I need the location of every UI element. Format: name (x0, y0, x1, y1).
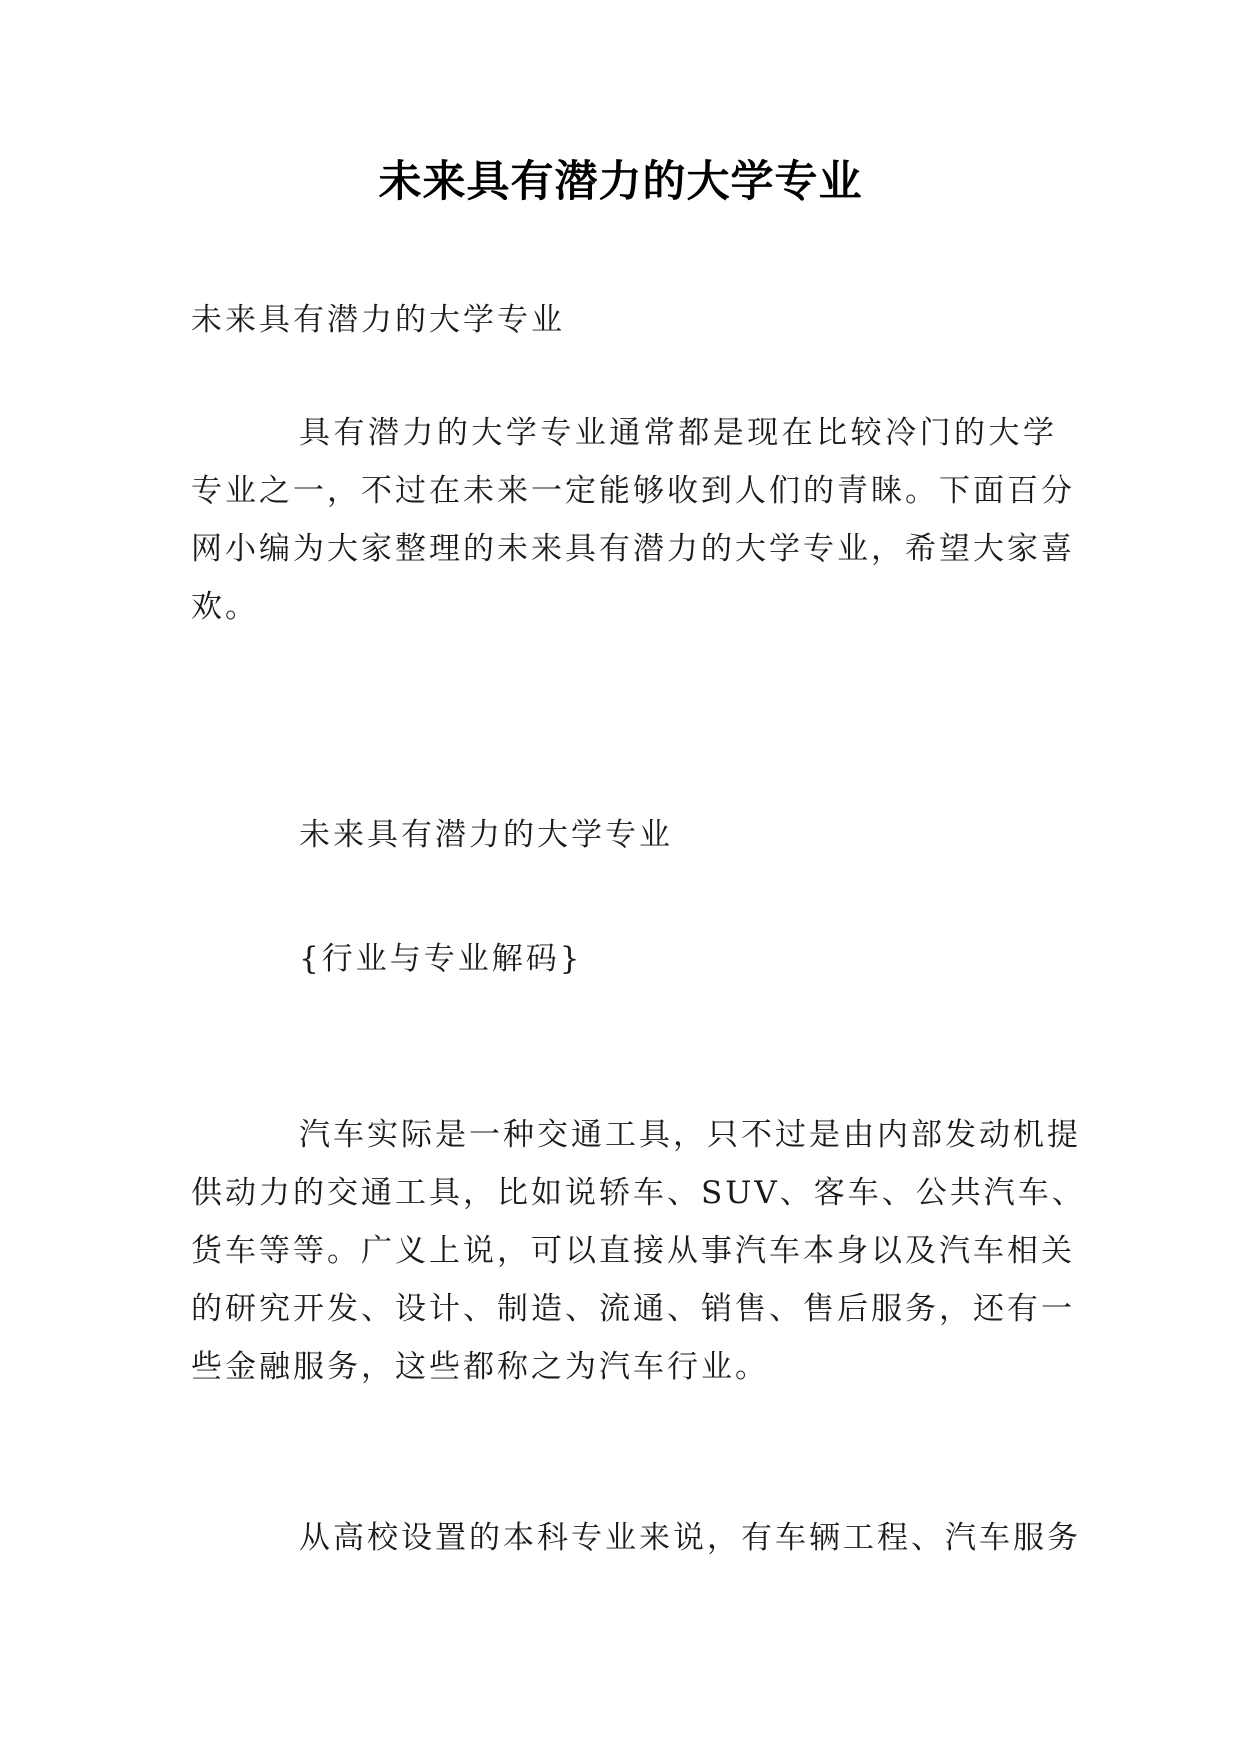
paragraph-line: 的研究开发、设计、制造、流通、销售、售后服务，还有一 (191, 1291, 1075, 1327)
paragraph-line: 汽车实际是一种交通工具，只不过是由内部发动机提 (299, 1117, 1081, 1153)
paragraph-line: 货车等等。广义上说，可以直接从事汽车本身以及汽车相关 (191, 1233, 1075, 1269)
paragraph-line: 供动力的交通工具，比如说轿车、SUV、客车、公共汽车、 (191, 1175, 1086, 1211)
document-subtitle: 未来具有潜力的大学专业 (191, 302, 565, 338)
section-heading: 未来具有潜力的大学专业 (299, 817, 673, 853)
paragraph-line: 从高校设置的本科专业来说，有车辆工程、汽车服务 (299, 1520, 1081, 1556)
intro-line: 网小编为大家整理的未来具有潜力的大学专业，希望大家喜 (191, 531, 1075, 567)
intro-line: 欢。 (191, 589, 259, 625)
body-paragraph-university-majors (191, 1509, 1081, 1567)
intro-line: 专业之一，不过在未来一定能够收到人们的青睐。下面百分 (191, 473, 1075, 509)
intro-paragraph (191, 404, 1075, 636)
document-title: 未来具有潜力的大学专业 (378, 157, 863, 207)
section-tag-line: {行业与专业解码} (299, 941, 583, 977)
body-paragraph-automotive-industry (191, 1106, 1086, 1396)
paragraph-line: 些金融服务，这些都称之为汽车行业。 (191, 1349, 769, 1385)
intro-line: 具有潜力的大学专业通常都是现在比较冷门的大学 (299, 415, 1057, 451)
